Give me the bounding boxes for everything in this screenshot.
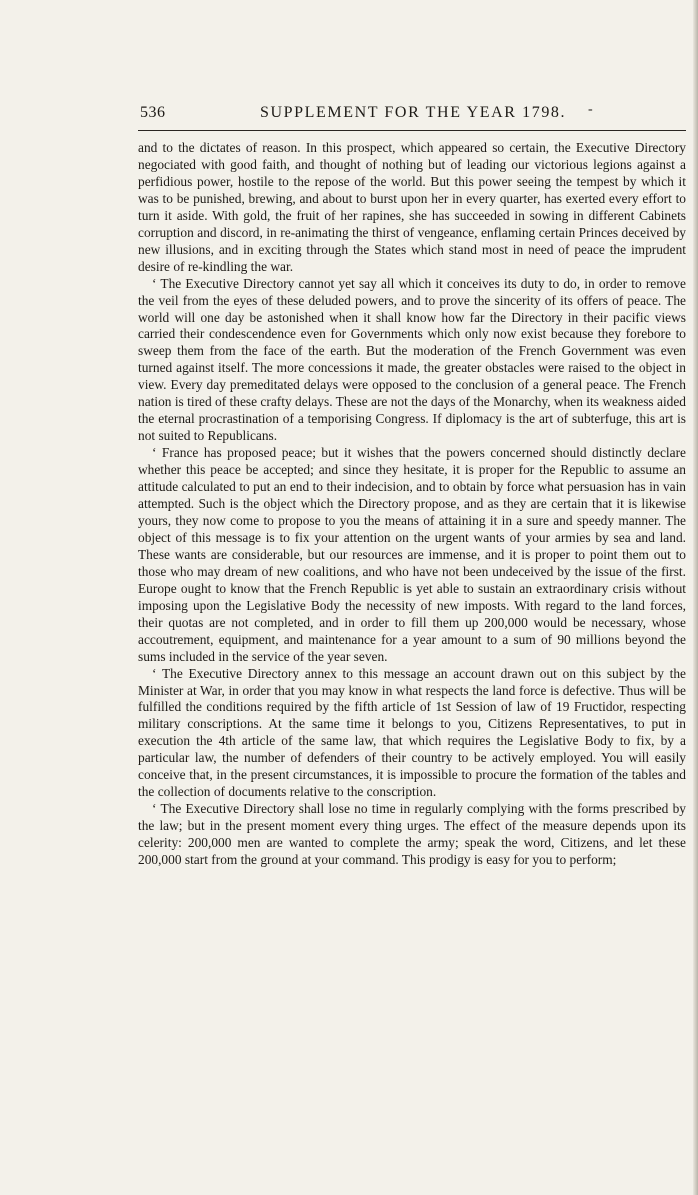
paragraph-2: ‘ The Executive Directory cannot yet say all which it conceives its duty to do, in order to remove the veil from the eyes of these deluded powers, and to prove the sincerity of its offers of peace. The world will one day be astonished when it shall know how far the Directory in their pacific views carried their condescendence even for Governments which only now exist because they forebore to sweep them from the face of the earth. But the moderation of the French Government was even turned against itself. The more concessions it made, the greater obstacles were raised to the object in view. Every day premeditated delays were opposed to the conclusion of a general peace. The French nation is tired of these crafty delays. These are not the days of the Monarchy, when its weakness aided the eternal procrastination of a temporising Congress. If diplomacy is the art of subterfuge, this art is not suited to Republicans. (138, 275, 686, 444)
header-mark: - (588, 102, 593, 117)
page-header (140, 104, 660, 124)
paragraph-1: and to the dictates of reason. In this prospect, which appeared so certain, the Executive Directory negociated with good faith, and thought of nothing but of leading our victorious legions against a perfidious power, hostile to the repose of the world. But this power seeing the tempest by which it was to be punished, brewing, and about to burst upon her in every quarter, has exerted every effort to turn it aside. With gold, the fruit of her rapines, she has succeeded in sowing in different Cabinets corruption and discord, in re-animating the thirst of vengeance, enflaming certain Princes deceived by new illusions, and in exciting through the States which stand most in need of peace the imprudent desire of re-kindling the war. (138, 140, 686, 274)
paragraph-4: ‘ The Executive Directory annex to this message an account drawn out on this subject by the Minister at War, in order that you may know in what respects the land force is defective. Thus will be fulfilled the conditions required by the fifth article of 1st Session of law of 19 Fructidor, respecting military conscriptions. At the same time it belongs to you, Citizens Representatives, to put in execution the 4th article of the same law, that which requires the Legislative Body to fix, by a particular law, the number of defenders of their country to be actively employed. You will easily conceive that, in the present circumstances, it is impossible to procure the formation of the tables and the collection of documents relative to the conscription. (138, 665, 686, 800)
body-text (138, 140, 686, 869)
page-number: 536 (140, 104, 166, 121)
paragraph-5: ‘ The Executive Directory shall lose no time in regularly complying with the forms prescribed by the law; but in the present moment every thing urges. The effect of the measure depends upon its celerity: 200,000 men are wanted to complete the army; speak the word, Citizens, and let these 200,000 start from the ground at your command. This prodigy is easy for you to perform; (138, 801, 686, 868)
header-rule (138, 130, 686, 131)
paragraph-3: ‘ France has proposed peace; but it wishes that the powers concerned should distinctly declare whether this peace be accepted; and since they hesitate, it is proper for the Republic to assume an attitude calculated to put an end to their indecision, and to obtain by force what persuasion has in vain attempted. Such is the object which the Directory propose, and as they are certain that it is likewise yours, they now come to propose to you the means of attaining it in a sure and speedy manner. The object of this message is to fix your attention on the urgent wants of your armies by sea and land. These wants are considerable, but our resources are immense, and it is proper to point them out to those who may dream of new coalitions, and who have not been undeceived by the issue of the first. Europe ought to know that the French Republic is yet able to sustain an extraordinary crisis without imposing upon the Legislative Body the necessity of new imposts. With regard to the land forces, their quotas are not completed, and in order to fill them up 200,000 would be necessary, whose accoutrement, equipment, and maintenance for a year amount to a sum of 90 millions beyond the sums included in the service of the year seven. (138, 445, 686, 664)
page-edge-shadow (693, 0, 698, 1195)
running-title: SUPPLEMENT FOR THE YEAR 1798. (260, 104, 567, 121)
